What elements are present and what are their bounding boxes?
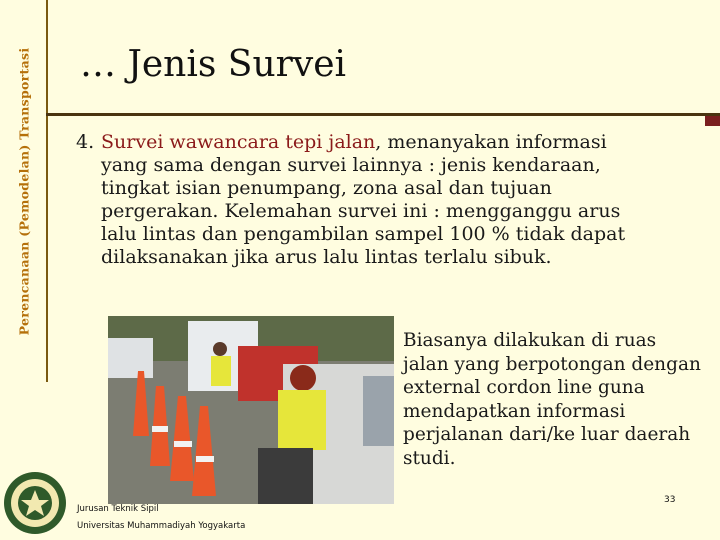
university-logo-icon: [2, 470, 68, 536]
item-number: 4.: [76, 131, 95, 153]
slide-title: … Jenis Survei: [80, 44, 347, 85]
sidebar-vertical-title-text: Perencanaan (Pemodelan) Transportasi: [16, 47, 32, 335]
title-rule: [46, 113, 720, 116]
footer-university: Universitas Muhammadiyah Yogyakarta: [77, 521, 246, 531]
survey-photo: [108, 316, 394, 504]
footer: [77, 501, 245, 535]
title-rule-accent: [705, 116, 720, 126]
item-highlight: Survei wawancara tepi jalan: [101, 131, 376, 153]
item-line1: , menanyakan informasi: [375, 131, 607, 153]
page-number: 33: [664, 495, 676, 505]
side-description: Biasanya dilakukan di ruas jalan yang berpotongan dengan external cordon line guna mendapatkan informasi perjalanan dari/ke luar daerah studi.: [403, 330, 701, 469]
item-rest: yang sama dengan survei lainnya : jenis kendaraan, tingkat isian penumpang, zona asal dan tujuan pergerakan. Kelemahan survei ini : mengganggu arus lalu lintas dan pengambilan sampel 100 % tidak dapat dilaksanakan jika arus lalu lintas terlalu sibuk.: [101, 154, 626, 268]
list-item-4: [76, 131, 656, 269]
sidebar-vertical-title: [2, 6, 46, 376]
footer-department: Jurusan Teknik Sipil: [77, 504, 159, 514]
